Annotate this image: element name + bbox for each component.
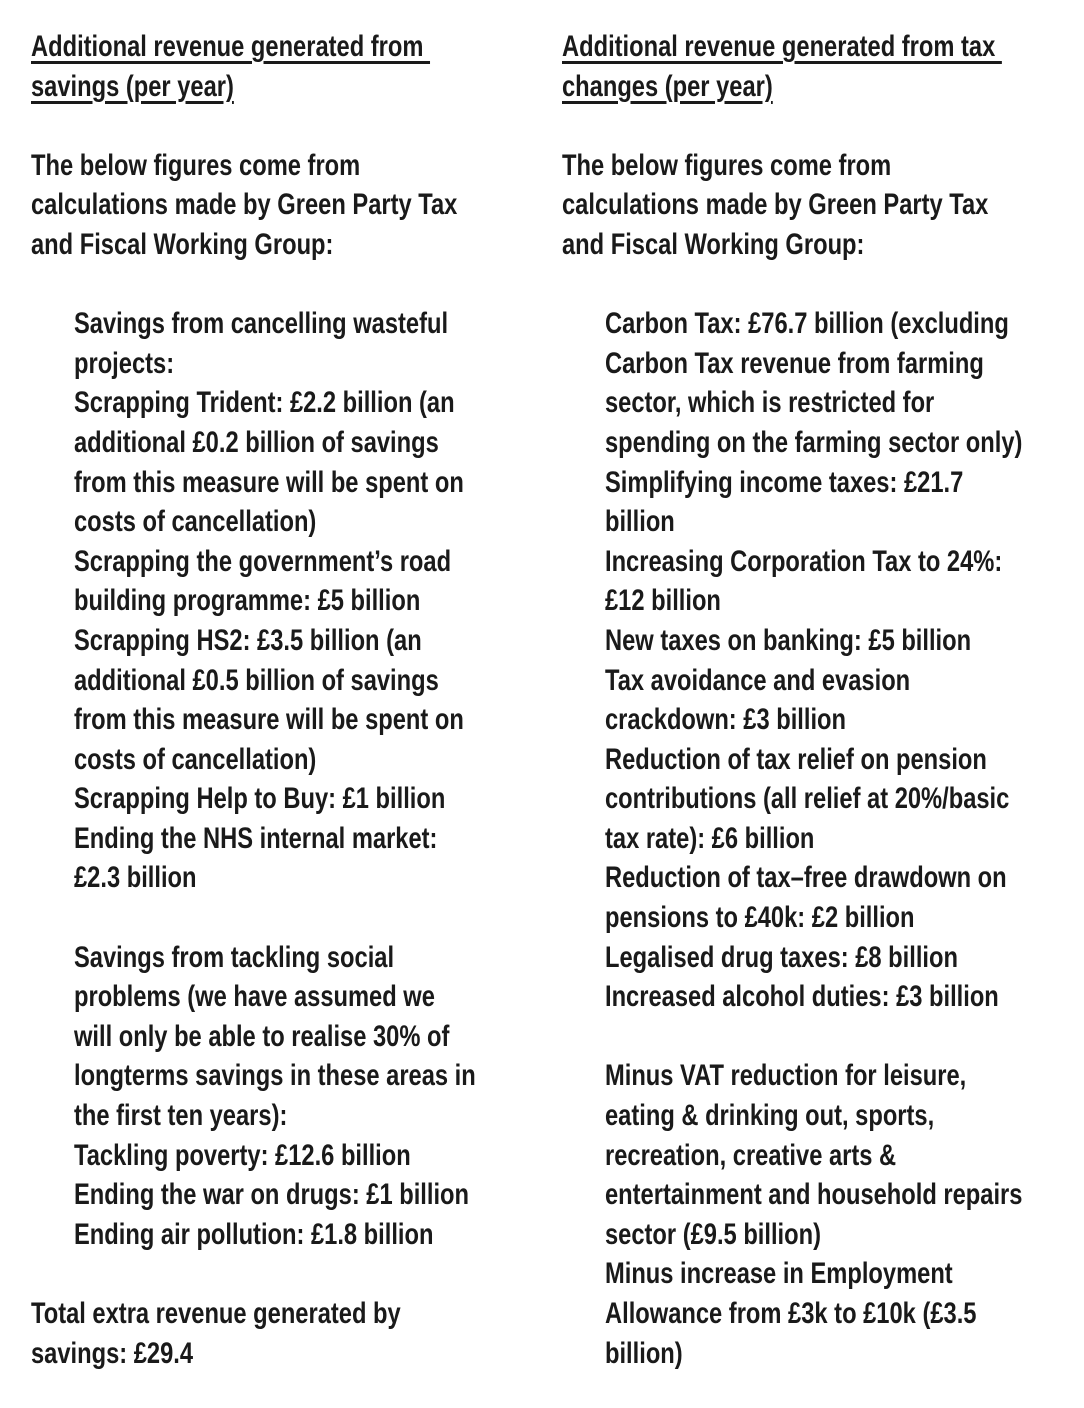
text-line: [31, 1136, 553, 1176]
text-line-content: £2.3 billion: [74, 861, 197, 895]
text-line-content: Scrapping Trident: £2.2 billion (an: [74, 386, 455, 420]
text-line: [562, 1056, 1084, 1096]
text-line-content: Ending air pollution: £1.8 billion: [74, 1217, 434, 1251]
text-line: [562, 977, 1084, 1017]
text-line: [31, 542, 553, 582]
text-line: [31, 581, 553, 621]
text-line-content: Tax avoidance and evasion: [605, 663, 911, 697]
text-line: [31, 67, 553, 107]
minus-items-block: [562, 1056, 1084, 1373]
text-line-content: Total extra revenue generated by: [31, 1297, 401, 1330]
text-line-content: sector, which is restricted for: [605, 386, 935, 420]
text-line-content: Legalised drug taxes: £8 billion: [605, 940, 958, 974]
text-line-content: and Fiscal Working Group:: [31, 227, 334, 261]
text-line-content: Carbon Tax revenue from farming: [605, 346, 984, 380]
spacer: [562, 265, 1084, 305]
right-column: [562, 27, 1084, 1373]
spacer: [31, 106, 553, 146]
text-line-content: Savings from tackling social: [74, 940, 395, 974]
text-line-content: recreation, creative arts &: [605, 1138, 897, 1172]
text-line-content: £12 billion: [605, 584, 721, 618]
text-line-content: Scrapping Help to Buy: £1 billion: [74, 782, 446, 816]
text-line: [562, 819, 1084, 859]
savings-cancelling-projects-block: [31, 304, 553, 898]
text-line-content: Savings from cancelling wasteful: [74, 307, 449, 341]
text-line: [31, 185, 553, 225]
text-line: [31, 502, 553, 542]
text-line-content: pensions to £40k: £2 billion: [605, 901, 915, 935]
tax-changes-block: [562, 304, 1084, 1017]
text-line: [31, 621, 553, 661]
left-column-intro-paragraph: [31, 146, 553, 265]
text-line-content: Scrapping HS2: £3.5 billion (an: [74, 623, 422, 657]
text-line: [31, 1056, 553, 1096]
text-line-content: billion): [605, 1336, 683, 1370]
text-line-content: crackdown: £3 billion: [605, 703, 847, 737]
text-line-content: spending on the farming sector only): [605, 425, 1023, 459]
text-line: [31, 819, 553, 859]
text-line: [562, 304, 1084, 344]
text-line: [562, 1294, 1084, 1334]
left-column-heading: [31, 27, 553, 106]
text-line-content: Reduction of tax–free drawdown on: [605, 861, 1007, 895]
text-line-content: Ending the NHS internal market:: [74, 821, 438, 855]
text-line-content: costs of cancellation): [74, 742, 317, 776]
text-line: [31, 977, 553, 1017]
text-line: [562, 740, 1084, 780]
text-line-content: additional £0.2 billion of savings: [74, 425, 439, 459]
text-line: [562, 700, 1084, 740]
text-line-content: calculations made by Green Party Tax: [31, 188, 458, 222]
text-line: [562, 463, 1084, 503]
spacer: [31, 1254, 553, 1294]
text-line: [31, 383, 553, 423]
text-line-content: Allowance from £3k to £10k (£3.5: [605, 1297, 977, 1330]
text-line: [562, 423, 1084, 463]
text-line-content: New taxes on banking: £5 billion: [605, 623, 972, 657]
text-line: [562, 185, 1084, 225]
text-line-content: eating & drinking out, sports,: [605, 1099, 935, 1133]
text-line-content: entertainment and household repairs: [605, 1178, 1023, 1212]
text-line-content: Ending the war on drugs: £1 billion: [74, 1178, 470, 1212]
text-line: [562, 858, 1084, 898]
text-line: [562, 344, 1084, 384]
text-line: [31, 304, 553, 344]
text-line: [562, 383, 1084, 423]
text-line-content: changes (per year): [562, 69, 773, 103]
text-line: [562, 938, 1084, 978]
text-line: [562, 1334, 1084, 1374]
text-line: [562, 621, 1084, 661]
text-line-content: Scrapping the government’s road: [74, 544, 452, 578]
text-line: [562, 225, 1084, 265]
spacer: [562, 1017, 1084, 1057]
text-line-content: Increased alcohol duties: £3 billion: [605, 980, 999, 1014]
text-line: [562, 1254, 1084, 1294]
text-line: [562, 1136, 1084, 1176]
text-line-content: will only be able to realise 30% of: [74, 1019, 450, 1053]
right-column-intro-paragraph: [562, 146, 1084, 265]
text-line-content: calculations made by Green Party Tax: [562, 188, 989, 222]
text-line: [562, 661, 1084, 701]
text-line-content: tax rate): £6 billion: [605, 821, 815, 855]
text-line: [562, 898, 1084, 938]
text-line-content: Minus increase in Employment: [605, 1257, 953, 1291]
text-line-content: savings (per year): [31, 69, 234, 103]
text-line-content: projects:: [74, 346, 175, 380]
right-column-heading: [562, 27, 1084, 106]
text-line: [31, 225, 553, 265]
text-line: [31, 344, 553, 384]
text-line: [562, 1096, 1084, 1136]
text-line: [562, 27, 1084, 67]
text-line: [562, 502, 1084, 542]
text-line: [562, 581, 1084, 621]
text-line-content: sector (£9.5 billion): [605, 1217, 821, 1251]
text-line-content: problems (we have assumed we: [74, 980, 435, 1014]
spacer: [31, 265, 553, 305]
spacer: [31, 898, 553, 938]
text-line-content: Carbon Tax: £76.7 billion (excluding: [605, 307, 1009, 341]
text-line: [562, 67, 1084, 107]
text-line-content: from this measure will be spent on: [74, 703, 464, 737]
text-line-content: Simplifying income taxes: £21.7: [605, 465, 964, 499]
text-line-content: longterms savings in these areas in: [74, 1059, 476, 1093]
text-line: [31, 779, 553, 819]
text-line-content: The below figures come from: [562, 148, 892, 182]
text-line: [31, 700, 553, 740]
text-line: [31, 1017, 553, 1057]
text-line-content: savings: £29.4: [31, 1336, 194, 1370]
spacer: [562, 106, 1084, 146]
text-line-content: Minus VAT reduction for leisure,: [605, 1059, 967, 1093]
text-line-content: and Fiscal Working Group:: [562, 227, 865, 261]
total-savings-paragraph: [31, 1294, 553, 1373]
text-line-content: billion: [605, 505, 675, 539]
text-line: [31, 740, 553, 780]
text-line: [31, 423, 553, 463]
text-line: [562, 1175, 1084, 1215]
text-line-content: costs of cancellation): [74, 505, 317, 539]
text-line-content: Increasing Corporation Tax to 24%:: [605, 544, 1003, 578]
text-line-content: additional £0.5 billion of savings: [74, 663, 439, 697]
text-line: [31, 661, 553, 701]
text-line: [562, 1215, 1084, 1255]
text-line: [562, 542, 1084, 582]
text-line: [31, 1215, 553, 1255]
text-line-content: Additional revenue generated from: [31, 30, 431, 63]
text-line-content: Additional revenue generated from tax: [562, 30, 1002, 63]
text-line-content: the first ten years):: [74, 1099, 288, 1133]
text-line: [31, 27, 553, 67]
text-line-content: contributions (all relief at 20%/basic: [605, 782, 1010, 816]
text-line: [562, 146, 1084, 186]
text-line: [31, 1096, 553, 1136]
text-line: [31, 938, 553, 978]
text-line: [31, 463, 553, 503]
text-line-content: The below figures come from: [31, 148, 361, 182]
text-line-content: from this measure will be spent on: [74, 465, 464, 499]
text-line: [31, 1334, 553, 1374]
text-line: [31, 858, 553, 898]
text-line-content: Tackling poverty: £12.6 billion: [74, 1138, 411, 1172]
text-line: [31, 1175, 553, 1215]
left-column: [31, 27, 553, 1373]
text-line-content: Reduction of tax relief on pension: [605, 742, 987, 776]
text-line: [31, 146, 553, 186]
text-line-content: building programme: £5 billion: [74, 584, 421, 618]
text-line: [562, 779, 1084, 819]
text-line: [31, 1294, 553, 1334]
savings-social-problems-block: [31, 938, 553, 1255]
